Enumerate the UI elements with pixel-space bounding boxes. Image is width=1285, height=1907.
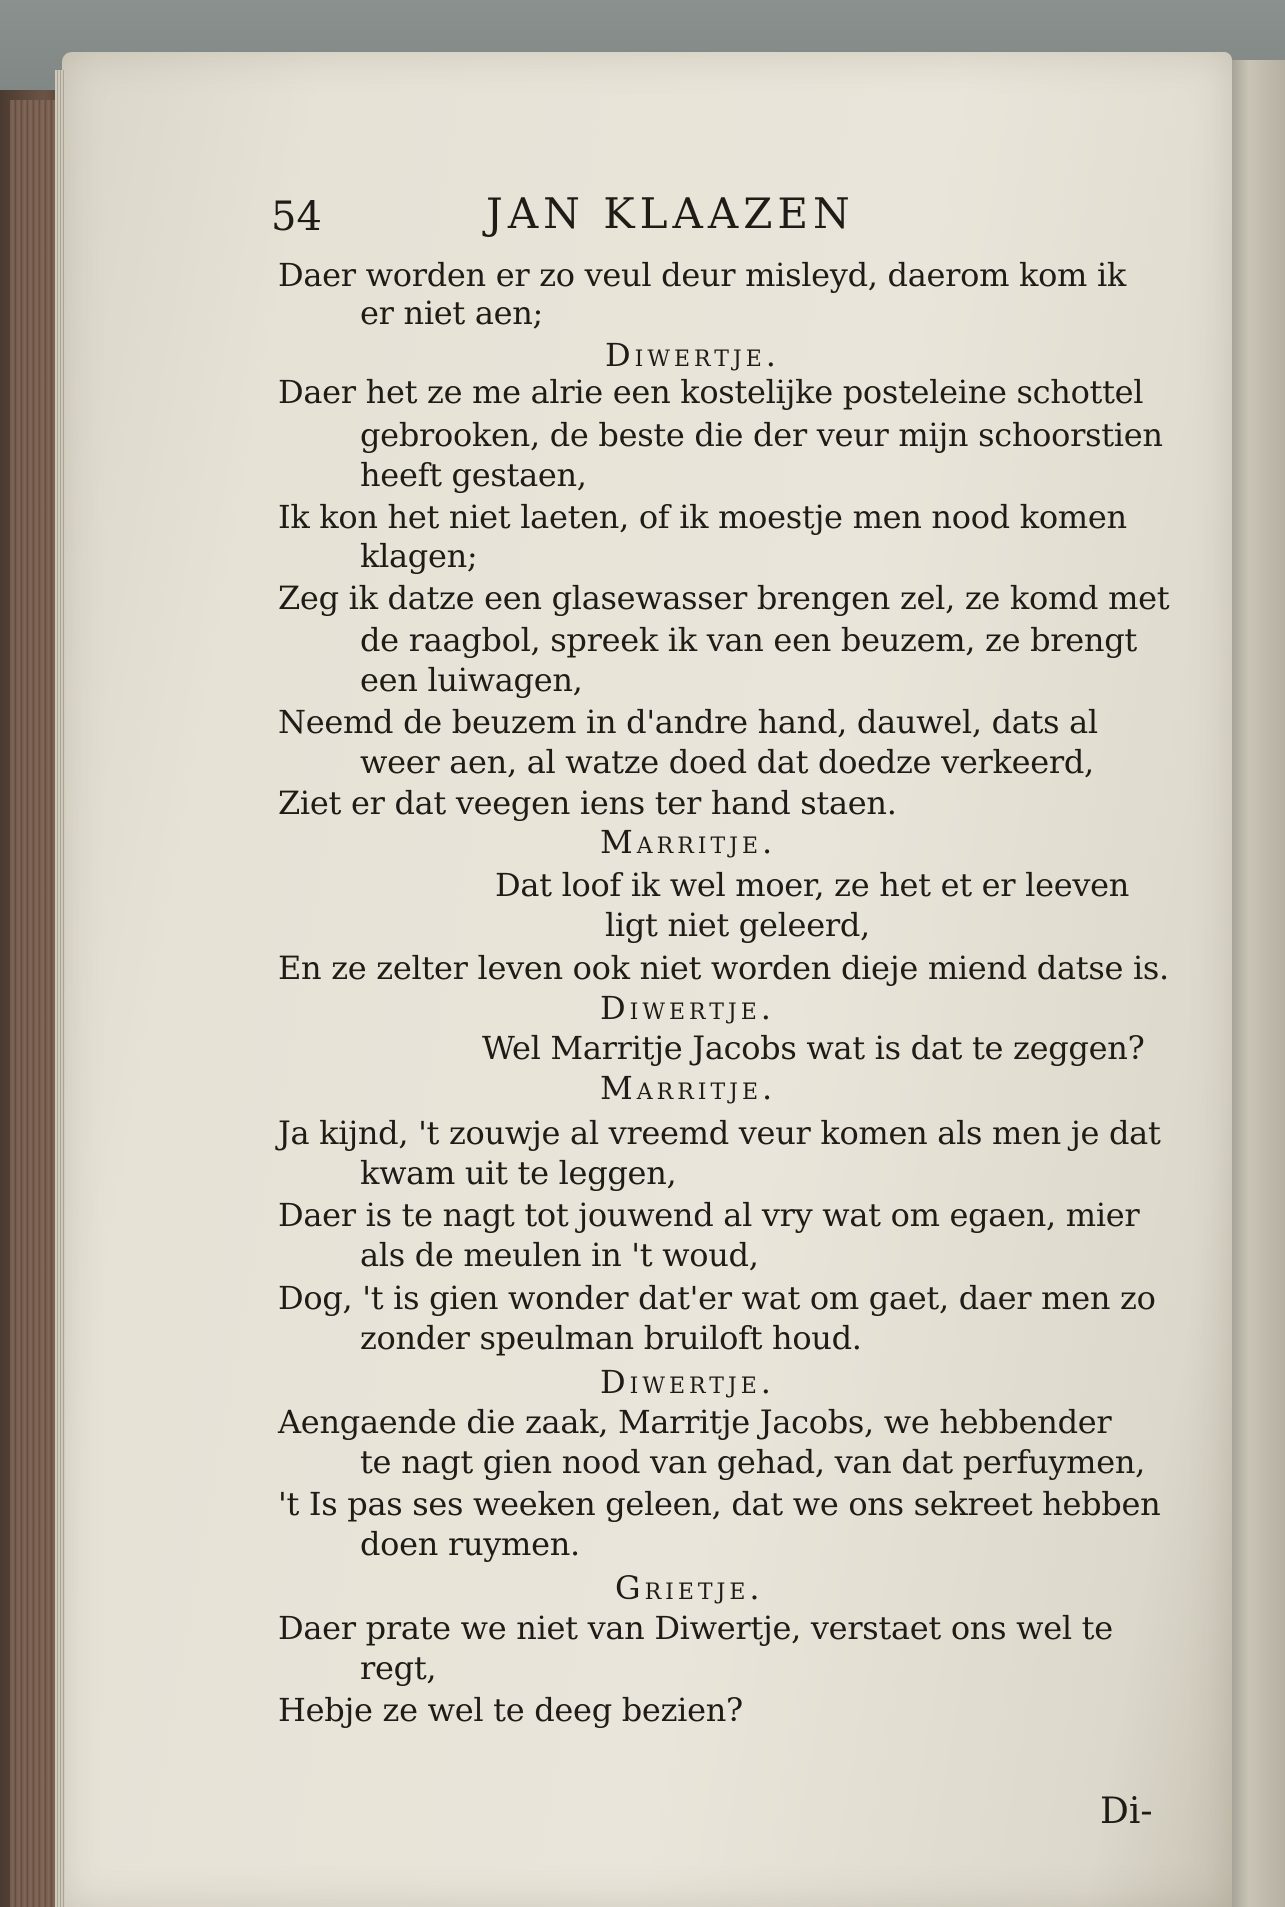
text-line: Aengaende die zaak, Marritje Jacobs, we hebbender [278, 1403, 1112, 1441]
text-line: de raagbol, spreek ik van een beuzem, ze brengt [360, 621, 1137, 659]
text-line: Ik kon het niet laeten, of ik moestje men nood komen [278, 498, 1127, 536]
catchword: Di- [1100, 1791, 1153, 1832]
text-line: Neemd de beuzem in d'andre hand, dauwel, dats al [278, 703, 1098, 741]
text-line: Hebje ze wel te deeg bezien? [278, 1691, 743, 1729]
text-line: als de meulen in 't woud, [360, 1236, 759, 1274]
text-line: Daer het ze me alrie een kostelijke posteleine schottel [278, 373, 1144, 411]
text-line: 't Is pas ses weeken geleen, dat we ons sekreet hebben [278, 1485, 1161, 1523]
text-line: heeft gestaen, [360, 456, 587, 494]
text-line: een luiwagen, [360, 661, 583, 699]
speaker-name: Diwertje. [600, 1363, 775, 1401]
text-line: ligt niet geleerd, [605, 906, 870, 944]
text-line: Wel Marritje Jacobs wat is dat te zeggen? [482, 1029, 1145, 1067]
text-line: Ziet er dat veegen iens ter hand staen. [278, 784, 897, 822]
speaker-name: Diwertje. [605, 336, 780, 374]
speaker-name: Marritje. [600, 1069, 777, 1107]
page-number: 54 [271, 194, 322, 240]
text-line: er niet aen; [360, 294, 544, 332]
speaker-name: Diwertje. [600, 989, 775, 1027]
text-line: gebrooken, de beste die der veur mijn schoorstien [360, 416, 1163, 454]
text-line: zonder speulman bruiloft houd. [360, 1319, 862, 1357]
text-line: weer aen, al watze doed dat doedze verkeerd, [360, 743, 1094, 781]
text-line: doen ruymen. [360, 1525, 580, 1563]
running-head: JAN KLAAZEN [486, 189, 855, 238]
text-line: Dat loof ik wel moer, ze het et er leeven [495, 866, 1130, 904]
speaker-name: Marritje. [600, 823, 777, 861]
speaker-name: Grietje. [615, 1569, 764, 1607]
text-line: Daer prate we niet van Diwertje, verstaet ons wel te [278, 1609, 1113, 1647]
text-line: Ja kijnd, 't zouwje al vreemd veur komen als men je dat [278, 1114, 1161, 1152]
text-line: Daer is te nagt tot jouwend al vry wat om egaen, mier [278, 1196, 1140, 1234]
text-line: klagen; [360, 537, 478, 575]
text-line: Dog, 't is gien wonder dat'er wat om gaet, daer men zo [278, 1279, 1156, 1317]
text-line: En ze zelter leven ook niet worden dieje miend datse is. [278, 949, 1169, 987]
text-line: kwam uit te leggen, [360, 1154, 677, 1192]
text-line: Zeg ik datze een glasewasser brengen zel, ze komd met [278, 579, 1170, 617]
text-line: regt, [360, 1649, 437, 1687]
text-line: Daer worden er zo veul deur misleyd, daerom kom ik [278, 256, 1126, 294]
text-line: te nagt gien nood van gehad, van dat perfuymen, [360, 1443, 1146, 1481]
